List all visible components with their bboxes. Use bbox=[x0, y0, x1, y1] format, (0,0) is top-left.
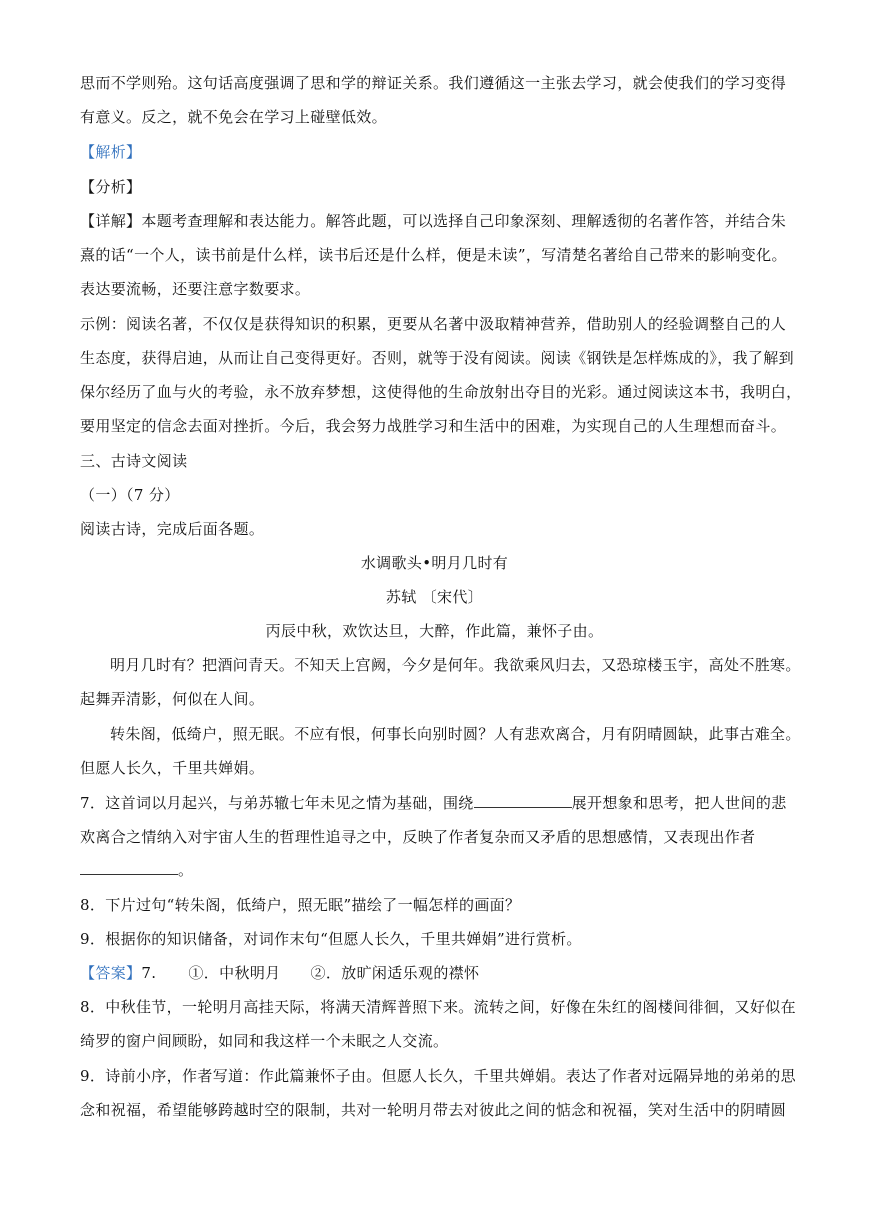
question-7-line3 bbox=[80, 860, 193, 880]
poem-author: 苏轼 〔宋代〕 bbox=[385, 588, 484, 606]
poem-title: 水调歌头•明月几时有 bbox=[360, 554, 509, 572]
section-subtitle: （一）（7 分） bbox=[80, 486, 180, 504]
answer-label: 【答案】 bbox=[80, 964, 142, 982]
detail-line: 【详解】本题考查理解和表达能力。解答此题，可以选择自己印象深刻、理解透彻的名著作答，并结合朱 bbox=[80, 212, 787, 230]
answer-7 bbox=[80, 963, 479, 983]
answer-8-line: 8．中秋佳节，一轮明月高挂天际，将满天清辉普照下来。流转之间，好像在朱红的阁楼间徘徊，又好似在 bbox=[80, 998, 796, 1016]
example-line: 示例：阅读名著，不仅仅是获得知识的积累，更要从名著中汲取精神营养，借助别人的经验调整自己的人 bbox=[80, 315, 787, 333]
poem-line: 但愿人长久，千里共婵娟。 bbox=[80, 759, 265, 777]
example-line: 生态度，获得启迪，从而让自己变得更好。否则，就等于没有阅读。阅读《钢铁是怎样炼成的》，我了解到 bbox=[80, 349, 794, 367]
example-line: 保尔经历了血与火的考验，永不放弃梦想，这使得他的生命放射出夺目的光彩。通过阅读这本书，我明白， bbox=[80, 383, 802, 401]
question-7-line2: 欢离合之情纳入对宇宙人生的哲理性追寻之中，反映了作者复杂而又矛盾的思想感情，又表现出作者 bbox=[80, 828, 756, 846]
question-9: 9．根据你的知识储备，对词作末句“但愿人长久，千里共婵娟”进行赏析。 bbox=[80, 930, 582, 948]
question-7 bbox=[80, 793, 787, 813]
analysis-label: 【解析】 bbox=[80, 143, 142, 161]
poem-line: 明月几时有？把酒问青天。不知天上宫阙，今夕是何年。我欲乘风归去，又恐琼楼玉宇，高处不胜寒。 bbox=[110, 656, 801, 674]
section-title: 三、古诗文阅读 bbox=[80, 452, 188, 470]
answer-blank bbox=[474, 793, 572, 808]
paragraph-line: 有意义。反之，就不免会在学习上碰壁低效。 bbox=[80, 108, 388, 126]
question-7-end: 。 bbox=[178, 861, 194, 879]
detail-line: 熹的话“一个人，读书前是什么样，读书后还是什么样，便是未读”，写清楚名著给自己带来的影响变化。 bbox=[80, 246, 787, 264]
paragraph-line: 思而不学则殆。这句话高度强调了思和学的辩证关系。我们遵循这一主张去学习，就会使我们的学习变得 bbox=[80, 74, 787, 92]
answer-blank bbox=[80, 860, 178, 875]
answer-8-line: 绮罗的窗户间顾盼，如同和我这样一个未眠之人交流。 bbox=[80, 1032, 449, 1050]
poem-line: 转朱阁，低绮户，照无眠。不应有恨，何事长向别时圆？人有悲欢离合，月有阴晴圆缺，此事古难全。 bbox=[110, 725, 801, 743]
detail-line: 表达要流畅，还要注意字数要求。 bbox=[80, 280, 311, 298]
example-line: 要用坚定的信念去面对挫折。今后，我会努力战胜学习和生活中的困难，为实现自己的人生理想而奋斗。 bbox=[80, 417, 787, 435]
answer-7-option-2: ②．放旷闲适乐观的襟怀 bbox=[310, 964, 480, 982]
question-7-text-a: 7．这首词以月起兴，与弟苏辙七年未见之情为基础，围绕 bbox=[80, 794, 474, 812]
analysis-heading: 【分析】 bbox=[80, 178, 142, 196]
instruction: 阅读古诗，完成后面各题。 bbox=[80, 520, 265, 538]
poem-preface: 丙辰中秋，欢饮达旦，大醉，作此篇，兼怀子由。 bbox=[265, 622, 604, 640]
answer-9-line: 9．诗前小序，作者写道：作此篇兼怀子由。但愿人长久，千里共婵娟。表达了作者对远隔异地的弟弟的思 bbox=[80, 1067, 796, 1085]
poem-line: 起舞弄清影，何似在人间。 bbox=[80, 690, 265, 708]
answer-7-number: 7. bbox=[141, 964, 157, 982]
question-7-text-b: 展开想象和思考，把人世间的悲 bbox=[571, 794, 787, 812]
answer-9-line: 念和祝福，希望能够跨越时空的限制，共对一轮明月带去对彼此之间的惦念和祝福，笑对生活中的阴晴圆 bbox=[80, 1101, 787, 1119]
question-8: 8．下片过句“转朱阁，低绮户，照无眠”描绘了一幅怎样的画面？ bbox=[80, 896, 521, 914]
answer-7-option-1: ①．中秋明月 bbox=[188, 964, 281, 982]
